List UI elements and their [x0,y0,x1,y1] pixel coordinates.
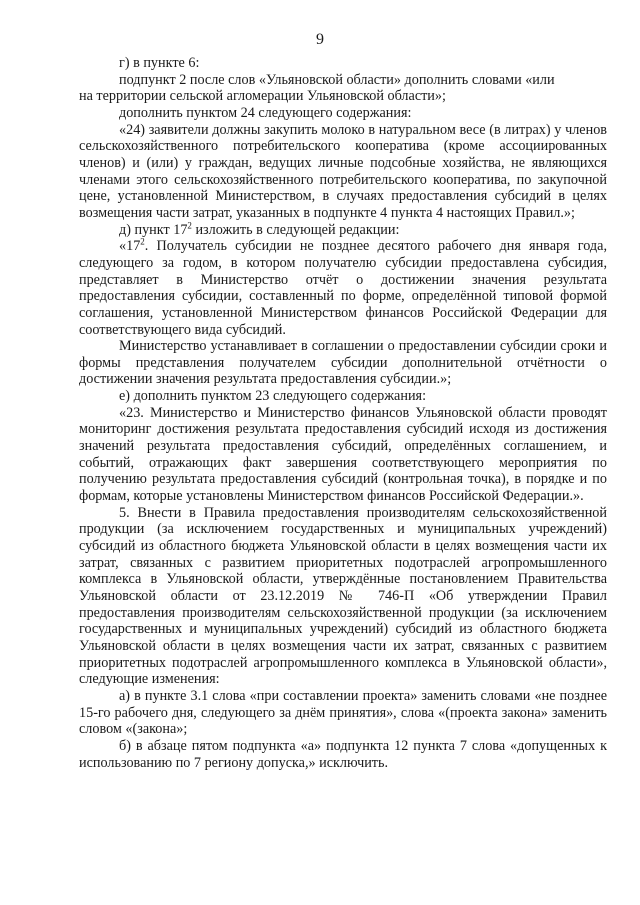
paragraph: на территории сельской агломерации Ульяновской области»; [79,88,446,105]
superscript: 2 [187,219,192,230]
paragraph: подпункт 2 после слов «Ульяновской области» дополнить словами «или [119,71,555,88]
paragraph: Министерство устанавливает в соглашении о предоставлении субсидии сроки и формы представления получателем субсидии дополнительной отчётности о достижении значения результата предоставления субсидии.»; [79,338,607,388]
text-run: изложить в следующей редакции: [191,221,400,238]
paragraph [79,219,607,239]
paragraph: б) в абзаце пятом подпункта «а» подпункта 12 пункта 7 слова «допущенных к использованию по 7 региону допуска,» исключить. [79,737,607,771]
text-run: «17 [119,238,141,255]
paragraph: «23. Министерство и Министерство финансов Ульяновской области проводят мониторинг достижения результата предоставления субсидий исходя из достижения значений результата предоставления субсидий, определённых соглашением, и событий, отражающих факт завершения соответствующего мероприятия по получению результата предоставления субсидий (контрольная точка), в порядке и по формам, которые установлены Министерством финансов Российской Федерации.». [79,404,607,505]
paragraph: «24) заявители должны закупить молоко в натуральном весе (в литрах) у членов сельскохозяйственного потребительского кооператива (кроме ассоциированных членов) и (или) у граждан, ведущих личные подсобные хозяйства, не являющихся членами этого сельскохозяйственного потребительского кооператива, по закупочной цене, установленной Министерством, в случаях предоставления субсидий в целях возмещения части затрат, указанных в подпункте 4 пункта 4 настоящих Правил.»; [79,121,607,221]
paragraph: а) в пункте 3.1 слова «при составлении проекта» заменить словами «не позднее 15-го рабочего дня, следующего за днём принятия», слова «(проекта закона» заменить словом «(закона»; [79,687,607,738]
paragraph: 5. Внести в Правила предоставления производителям сельскохозяйственной продукции (за исключением государственных и муниципальных учреждений) субсидий из областного бюджета Ульяновской области в целях возмещения части их затрат, связанных с развитием приоритетных подотраслей агропромышленного комплекса в Ульяновской области, утверждённые постановлением Правительства Ульяновской области от 23.12.2019 № 746-П «Об утверждении Правил предоставления производителям сельскохозяйственной продукции (за исключением государственных и муниципальных учреждений) субсидий из областного бюджета Ульяновской области в целях возмещения части их затрат, связанных с развитием приоритетных подотраслей агропромышленного комплекса в Ульяновской области», следующие изменения: [79,504,607,688]
paragraph: г) в пункте 6: [119,55,200,71]
document-body [79,55,607,771]
paragraph: дополнить пунктом 24 следующего содержания: [119,104,412,121]
page-number: 9 [316,31,324,48]
paragraph: е) дополнить пунктом 23 следующего содержания: [119,388,427,405]
paragraph [79,238,607,338]
text-run: . Получатель субсидии не позднее десятого рабочего дня января года, следующего за годом, в котором получателю субсидии предоставлена субсидия, представляет в Министерство отчёт о достижении значения результата предоставления субсидии, составленный по форме, определённой типовой формой соглашения, установленной Министерством финансов Российской Федерации для соответствующего вида субсидий. [79,238,607,338]
text-run: д) пункт 17 [119,221,188,238]
superscript: 2 [140,236,145,247]
